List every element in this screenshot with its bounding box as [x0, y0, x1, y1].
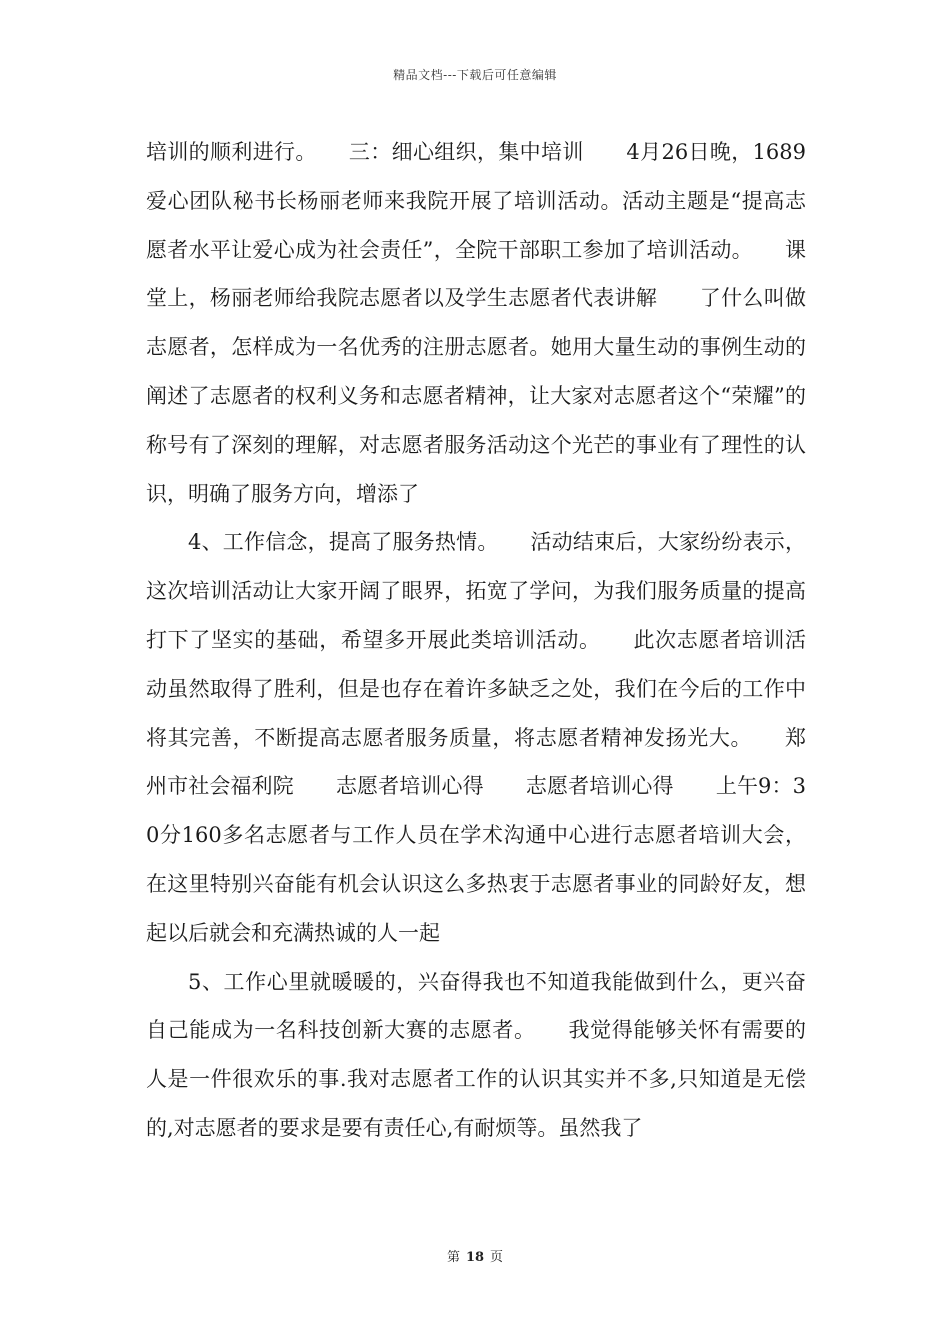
- header-text: 精品文档---下载后可任意编辑: [393, 68, 557, 82]
- paragraph-1: 培训的顺利进行。 三：细心组织，集中培训 4月26日晚，1689爱心团队秘书长杨丽老师来我院开展了培训活动。活动主题是“提高志愿者水平让爱心成为社会责任”，全院干部职工参加了培训活动。 课堂上，杨丽老师给我院志愿者以及学生志愿者代表讲解 了什么叫做志愿者，怎样成为一名优秀的注册志愿者。她用大量生动的事例生动的阐述了志愿者的权利义务和志愿者精神，让大家对志愿者这个“荣耀”的称号有了深刻的理解，对志愿者服务活动这个光芒的事业有了理性的认识，明确了服务方向，增添了: [146, 140, 806, 506]
- paragraph-2: 4、工作信念，提高了服务热情。 活动结束后，大家纷纷表示，这次培训活动让大家开阔了眼界，拓宽了学问，为我们服务质量的提高打下了坚实的基础，希望多开展此类培训活动。 此次志愿者培训活动虽然取得了胜利，但是也存在着许多缺乏之处，我们在今后的工作中将其完善，不断提高志愿者服务质量，将志愿者精神发扬光大。 郑州市社会福利院 志愿者培训心得 志愿者培训心得 上午9：30分160多名志愿者与工作人员在学术沟通中心进行志愿者培训大会，在这里特别兴奋能有机会认识这么多热衷于志愿者事业的同龄好友，想起以后就会和充满热诚的人一起: [146, 530, 806, 945]
- footer-suffix: 页: [490, 1250, 504, 1265]
- page-header: [0, 66, 950, 83]
- page-number: 18: [465, 1250, 485, 1265]
- page-footer: [0, 1246, 950, 1265]
- footer-prefix: 第: [446, 1250, 460, 1265]
- document-body: [146, 128, 806, 1153]
- paragraph-3: 5、工作心里就暖暖的，兴奋得我也不知道我能做到什么，更兴奋自己能成为一名科技创新大赛的志愿者。 我觉得能够关怀有需要的人是一件很欢乐的事.我对志愿者工作的认识其实并不多,只知道是无偿的,对志愿者的要求是要有责任心,有耐烦等。虽然我了: [146, 969, 806, 1140]
